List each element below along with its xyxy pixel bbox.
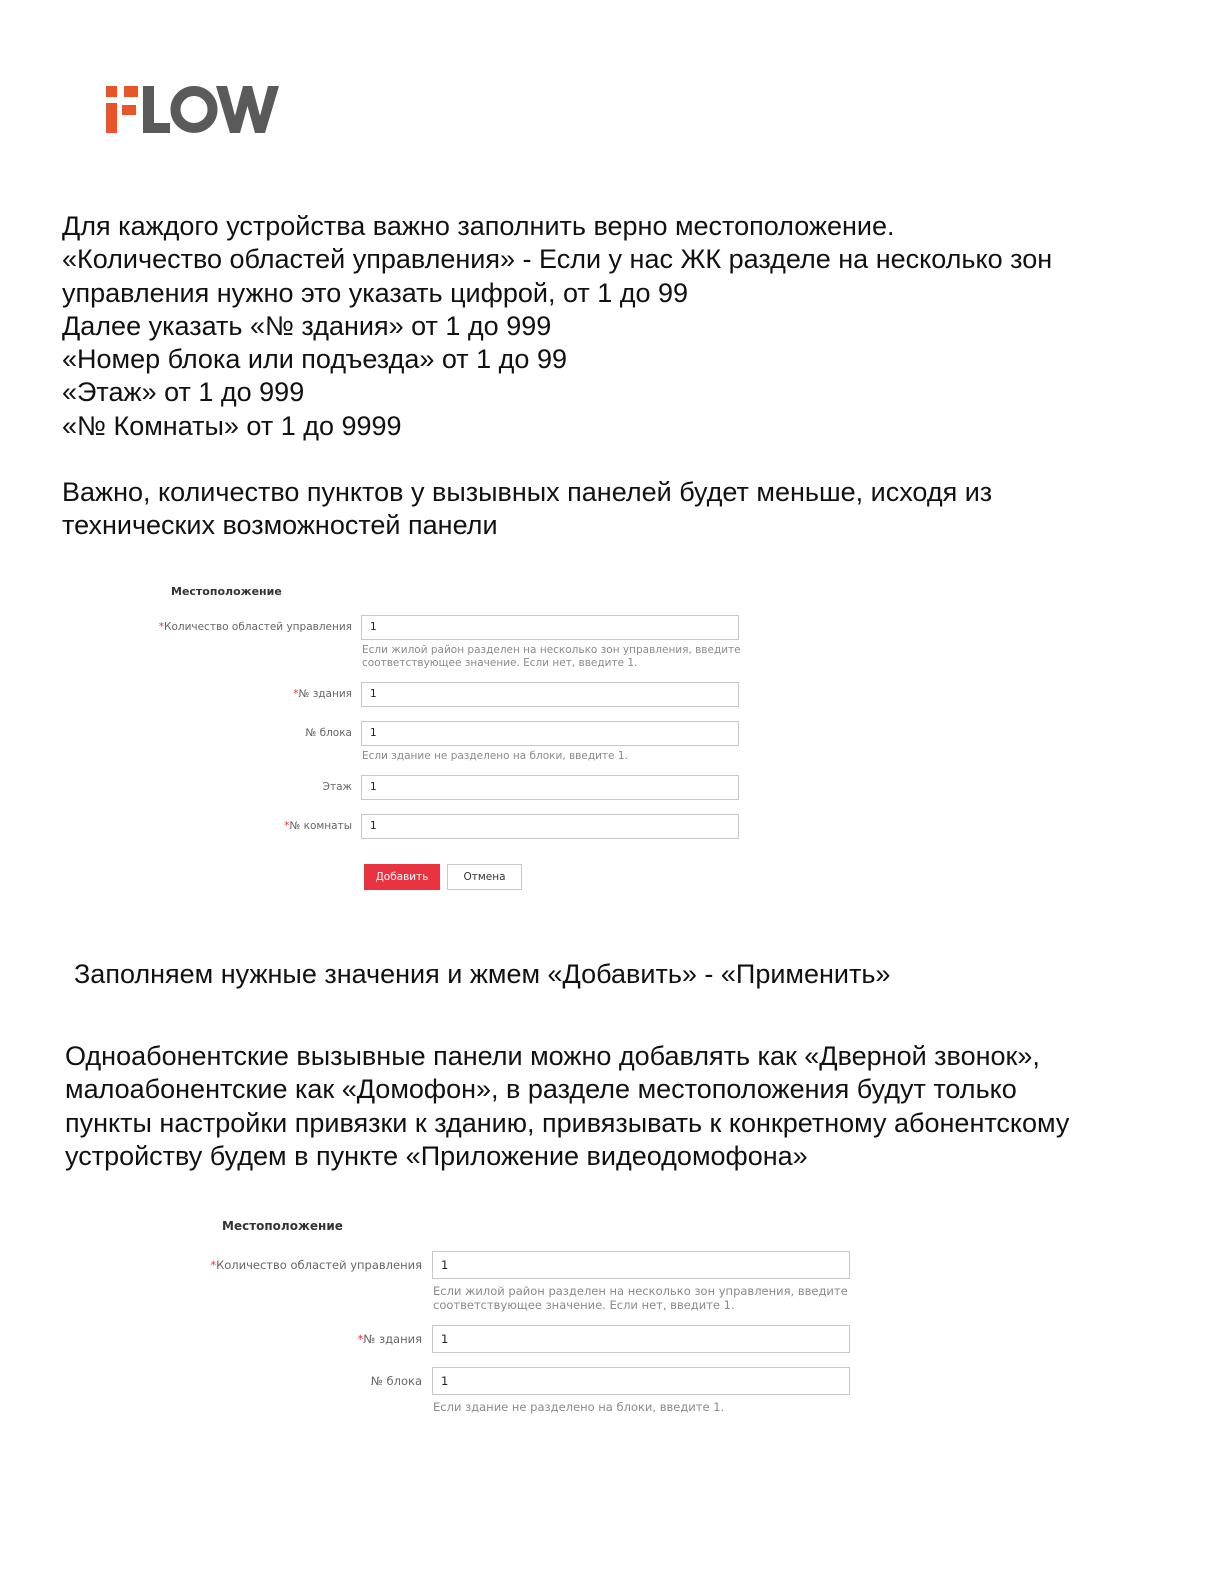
- field-label: [148, 781, 352, 793]
- field-label-text: № комнаты: [289, 820, 352, 832]
- field-hint: Если здание не разделено на блоки, введите 1.: [362, 750, 628, 762]
- field-label: [148, 621, 352, 633]
- text-line: Заполняем нужные значения и жмем «Добавить» - «Применить»: [74, 959, 891, 989]
- field-input[interactable]: 1: [432, 1325, 850, 1353]
- text-line: малоабонентские как «Домофон», в разделе местоположения будут только: [65, 1074, 1017, 1105]
- text-line: Важно, количество пунктов у вызывных панелей будет меньше, исходя из: [62, 477, 993, 507]
- required-asterisk: *: [284, 820, 290, 832]
- text-line: технических возможностей панели: [62, 510, 498, 541]
- location-form-short: [200, 1214, 860, 1424]
- field-label-text: Количество областей управления: [216, 1258, 422, 1272]
- field-label: [200, 1258, 422, 1272]
- fill-instruction: [74, 958, 890, 991]
- field-label-text: № здания: [298, 688, 352, 700]
- add-button[interactable]: Добавить: [364, 864, 440, 890]
- field-label-text: № блока: [370, 1374, 422, 1388]
- field-label-text: № здания: [363, 1332, 422, 1346]
- text-line: «Этаж» от 1 до 999: [62, 377, 305, 408]
- text-line: пункты настройки привязки к зданию, привязывать к конкретному абонентскому: [65, 1107, 1070, 1138]
- text-line: управления нужно это указать цифрой, от 1 до 99: [62, 277, 689, 308]
- field-label-text: Количество областей управления: [163, 621, 352, 633]
- field-hint: Если жилой район разделен на несколько зон управления, введите: [362, 644, 741, 656]
- field-input[interactable]: 1: [361, 682, 739, 707]
- field-input[interactable]: 1: [361, 615, 739, 640]
- text-line: «Номер блока или подъезда» от 1 до 99: [62, 344, 567, 375]
- cancel-button[interactable]: Отмена: [447, 864, 522, 890]
- text-line: Одноабонентские вызывные панели можно добавлять как «Дверной звонок»,: [65, 1041, 1040, 1071]
- field-hint: Если жилой район разделен на несколько зон управления, введите: [433, 1284, 848, 1298]
- field-label-text: Этаж: [322, 781, 352, 793]
- field-label: [148, 688, 352, 700]
- section-title: Местоположение: [222, 1219, 343, 1233]
- field-input[interactable]: 1: [361, 814, 739, 839]
- required-asterisk: *: [357, 1332, 364, 1346]
- field-input[interactable]: 1: [361, 721, 739, 746]
- text-line: «№ Комнаты» от 1 до 9999: [62, 410, 402, 441]
- field-label: [148, 820, 352, 832]
- field-label: [200, 1332, 422, 1346]
- field-hint: соответствующее значение. Если нет, введите 1.: [433, 1298, 735, 1312]
- field-input[interactable]: 1: [432, 1367, 850, 1395]
- section-title: Местоположение: [171, 585, 282, 598]
- field-hint: Если здание не разделено на блоки, введите 1.: [433, 1400, 725, 1414]
- text-line: устройству будем в пункте «Приложение видеодомофона»: [65, 1140, 808, 1171]
- flow-logo: [106, 86, 280, 134]
- text-line: Для каждого устройства важно заполнить верно местоположение.: [62, 211, 895, 241]
- field-label: [148, 727, 352, 739]
- required-asterisk: *: [293, 688, 299, 700]
- outro-paragraph: [65, 1040, 1069, 1173]
- field-input[interactable]: 1: [432, 1251, 850, 1279]
- note-paragraph: [62, 476, 992, 543]
- required-asterisk: *: [210, 1258, 217, 1272]
- intro-paragraph: [62, 210, 1052, 443]
- field-input[interactable]: 1: [361, 775, 739, 800]
- text-line: «Количество областей управления» - Если у нас ЖК разделе на несколько зон: [62, 244, 1053, 275]
- required-asterisk: *: [158, 621, 164, 633]
- field-label-text: № блока: [305, 727, 352, 739]
- location-form-full: [150, 580, 750, 900]
- field-label: [200, 1374, 422, 1388]
- flow-logo-graphic: [106, 86, 280, 134]
- field-hint: соответствующее значение. Если нет, введите 1.: [362, 657, 638, 669]
- text-line: Далее указать «№ здания» от 1 до 999: [62, 310, 552, 341]
